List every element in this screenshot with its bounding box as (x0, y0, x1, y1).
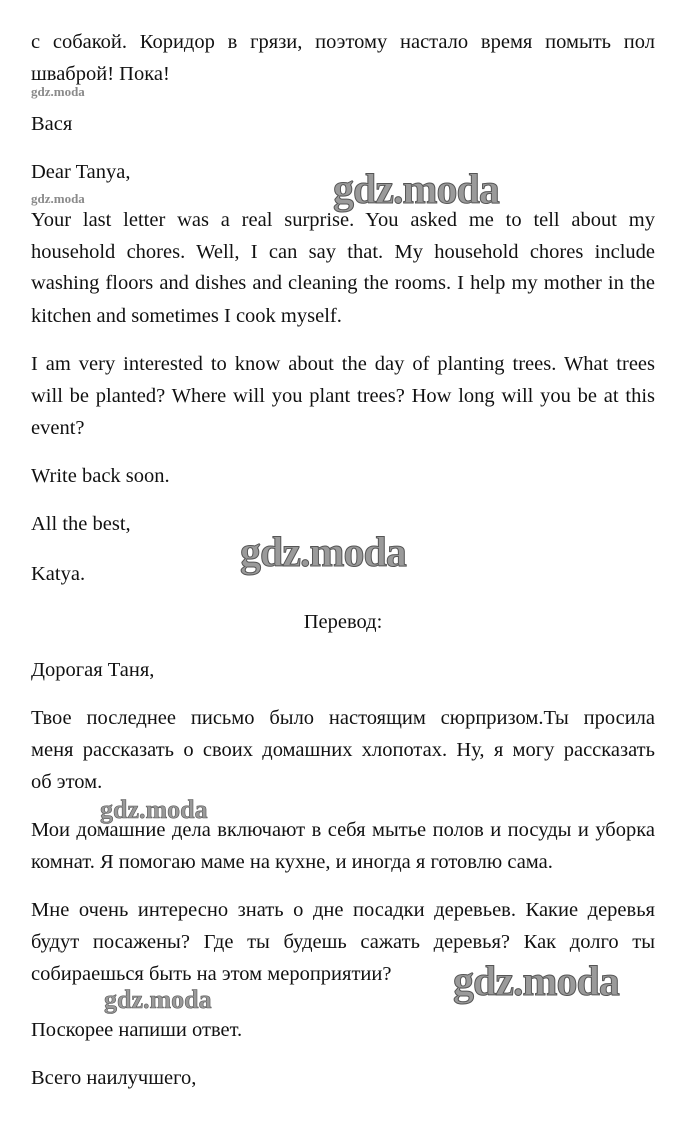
text-line: шваброй! Пока! (31, 63, 170, 85)
watermark: gdz.moda (31, 191, 85, 206)
signature: Katya. (31, 563, 86, 585)
watermark: gdz.moda (240, 530, 406, 576)
text-line: Мне очень интересно знать о дне посадки деревьев. Какие деревья (31, 899, 655, 921)
text-line: Мои домашние дела включают в себя мытье полов и посуды и уборка (31, 819, 655, 841)
text-line: household chores. Well, I can say that. My household chores include (31, 241, 655, 263)
closing: Поскорее напиши ответ. (31, 1019, 243, 1041)
closing: Всего наилучшего, (31, 1067, 197, 1089)
greeting: Dear Tanya, (31, 161, 131, 183)
text-line: kitchen and sometimes I cook myself. (31, 305, 342, 327)
text-line: комнат. Я помогаю маме на кухне, и иногда я готовлю сама. (31, 851, 553, 873)
closing: Write back soon. (31, 465, 170, 487)
text-line: I am very interested to know about the day of planting trees. What trees (31, 353, 655, 375)
signature: Вася (31, 113, 73, 135)
watermark: gdz.moda (100, 795, 208, 824)
text-line: Твое последнее письмо было настоящим сюрпризом.Ты просила (31, 707, 655, 729)
watermark: gdz.moda (333, 167, 499, 213)
watermark: gdz.moda (31, 84, 85, 99)
text-line: Your last letter was a real surprise. You asked me to tell about my (31, 209, 655, 231)
watermark: gdz.moda (453, 959, 619, 1005)
text-line: меня рассказать о своих домашних хлопотах. Ну, я могу рассказать (31, 739, 655, 761)
text-line: об этом. (31, 771, 103, 793)
watermark: gdz.moda (104, 985, 212, 1014)
text-line: собираешься быть на этом мероприятии? (31, 963, 392, 985)
closing: All the best, (31, 513, 131, 535)
translation-heading: Перевод: (303, 611, 383, 633)
greeting: Дорогая Таня, (31, 659, 155, 681)
text-line: с собакой. Коридор в грязи, поэтому настало время помыть пол (31, 31, 655, 53)
text-line: будут посажены? Где ты будешь сажать деревья? Как долго ты (31, 931, 655, 953)
text-line: event? (31, 417, 85, 439)
text-line: will be planted? Where will you plant trees? How long will you be at this (31, 385, 655, 407)
text-line: washing floors and dishes and cleaning the rooms. I help my mother in the (31, 272, 655, 294)
